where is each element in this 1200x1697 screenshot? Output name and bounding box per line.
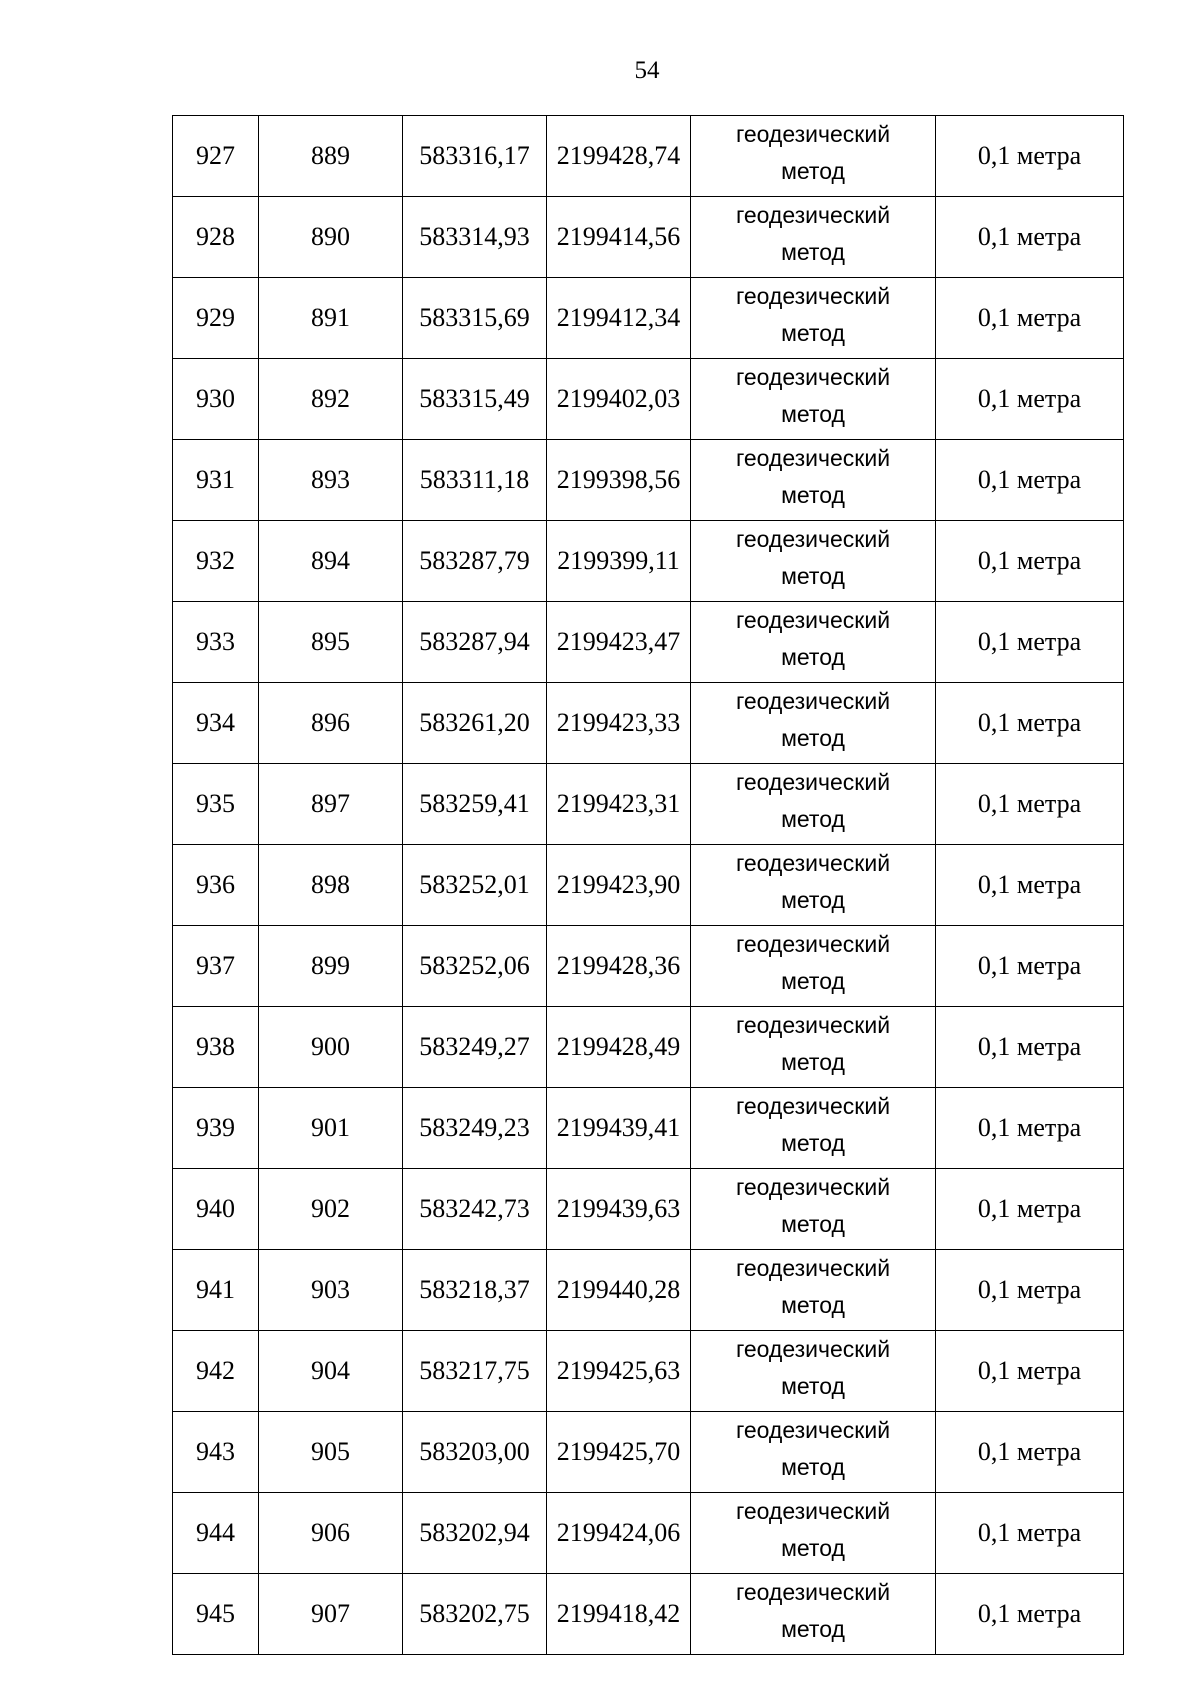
x-coordinate-cell: 583202,94 xyxy=(403,1493,547,1574)
method-line-1: геодезический xyxy=(735,1579,891,1605)
method-line-1: геодезический xyxy=(735,202,891,228)
y-coordinate-cell: 2199412,34 xyxy=(547,278,691,359)
table-row xyxy=(173,359,1124,440)
point-id-cell: 893 xyxy=(259,440,403,521)
point-id-cell: 895 xyxy=(259,602,403,683)
point-number-cell: 936 xyxy=(173,845,259,926)
method-line-1: геодезический xyxy=(735,1093,891,1119)
method-cell xyxy=(691,197,936,278)
accuracy-cell: 0,1 метра xyxy=(936,1493,1124,1574)
y-coordinate-cell: 2199440,28 xyxy=(547,1250,691,1331)
point-id-cell: 894 xyxy=(259,521,403,602)
method-line-1: геодезический xyxy=(735,364,891,390)
method-line-2: метод xyxy=(781,563,845,589)
table-row xyxy=(173,1493,1124,1574)
method-line-2: метод xyxy=(781,158,845,184)
x-coordinate-cell: 583316,17 xyxy=(403,116,547,197)
accuracy-cell: 0,1 метра xyxy=(936,1250,1124,1331)
y-coordinate-cell: 2199423,47 xyxy=(547,602,691,683)
point-number-cell: 927 xyxy=(173,116,259,197)
point-number-cell: 943 xyxy=(173,1412,259,1493)
method-line-2: метод xyxy=(781,806,845,832)
method-line-1: геодезический xyxy=(735,283,891,309)
x-coordinate-cell: 583217,75 xyxy=(403,1331,547,1412)
method-line-2: метод xyxy=(781,1373,845,1399)
accuracy-cell: 0,1 метра xyxy=(936,1412,1124,1493)
point-id-cell: 907 xyxy=(259,1574,403,1655)
method-line-1: геодезический xyxy=(735,931,891,957)
y-coordinate-cell: 2199439,63 xyxy=(547,1169,691,1250)
point-id-cell: 904 xyxy=(259,1331,403,1412)
x-coordinate-cell: 583287,79 xyxy=(403,521,547,602)
method-line-1: геодезический xyxy=(735,1012,891,1038)
y-coordinate-cell: 2199398,56 xyxy=(547,440,691,521)
method-line-2: метод xyxy=(781,1130,845,1156)
method-line-1: геодезический xyxy=(735,1417,891,1443)
method-cell xyxy=(691,1574,936,1655)
point-id-cell: 901 xyxy=(259,1088,403,1169)
method-cell xyxy=(691,602,936,683)
method-cell xyxy=(691,683,936,764)
table-row xyxy=(173,116,1124,197)
point-number-cell: 942 xyxy=(173,1331,259,1412)
method-line-2: метод xyxy=(781,725,845,751)
accuracy-cell: 0,1 метра xyxy=(936,116,1124,197)
table-row xyxy=(173,440,1124,521)
point-number-cell: 931 xyxy=(173,440,259,521)
accuracy-cell: 0,1 метра xyxy=(936,845,1124,926)
method-line-2: метод xyxy=(781,401,845,427)
point-number-cell: 934 xyxy=(173,683,259,764)
table-row xyxy=(173,1331,1124,1412)
y-coordinate-cell: 2199428,36 xyxy=(547,926,691,1007)
point-id-cell: 889 xyxy=(259,116,403,197)
accuracy-cell: 0,1 метра xyxy=(936,197,1124,278)
x-coordinate-cell: 583315,69 xyxy=(403,278,547,359)
point-number-cell: 930 xyxy=(173,359,259,440)
table-row xyxy=(173,1412,1124,1493)
method-line-2: метод xyxy=(781,1211,845,1237)
method-line-2: метод xyxy=(781,482,845,508)
method-line-1: геодезический xyxy=(735,1498,891,1524)
x-coordinate-cell: 583218,37 xyxy=(403,1250,547,1331)
x-coordinate-cell: 583249,23 xyxy=(403,1088,547,1169)
method-line-1: геодезический xyxy=(735,445,891,471)
method-cell xyxy=(691,1412,936,1493)
method-cell xyxy=(691,440,936,521)
method-cell xyxy=(691,521,936,602)
table-row xyxy=(173,1169,1124,1250)
x-coordinate-cell: 583261,20 xyxy=(403,683,547,764)
accuracy-cell: 0,1 метра xyxy=(936,1169,1124,1250)
point-number-cell: 929 xyxy=(173,278,259,359)
x-coordinate-cell: 583314,93 xyxy=(403,197,547,278)
table-row xyxy=(173,602,1124,683)
x-coordinate-cell: 583249,27 xyxy=(403,1007,547,1088)
table-row xyxy=(173,1088,1124,1169)
point-number-cell: 941 xyxy=(173,1250,259,1331)
method-line-2: метод xyxy=(781,644,845,670)
y-coordinate-cell: 2199423,31 xyxy=(547,764,691,845)
point-number-cell: 928 xyxy=(173,197,259,278)
point-id-cell: 905 xyxy=(259,1412,403,1493)
point-id-cell: 891 xyxy=(259,278,403,359)
table-row xyxy=(173,926,1124,1007)
point-id-cell: 900 xyxy=(259,1007,403,1088)
point-number-cell: 940 xyxy=(173,1169,259,1250)
method-line-2: метод xyxy=(781,1049,845,1075)
point-id-cell: 897 xyxy=(259,764,403,845)
page-number: 54 xyxy=(634,57,660,84)
x-coordinate-cell: 583315,49 xyxy=(403,359,547,440)
coordinates-table-body xyxy=(173,116,1124,1655)
method-line-1: геодезический xyxy=(735,1255,891,1281)
point-number-cell: 933 xyxy=(173,602,259,683)
accuracy-cell: 0,1 метра xyxy=(936,278,1124,359)
method-cell xyxy=(691,1169,936,1250)
point-number-cell: 932 xyxy=(173,521,259,602)
method-line-1: геодезический xyxy=(735,1336,891,1362)
method-line-2: метод xyxy=(781,887,845,913)
y-coordinate-cell: 2199423,90 xyxy=(547,845,691,926)
accuracy-cell: 0,1 метра xyxy=(936,1088,1124,1169)
table-row xyxy=(173,1574,1124,1655)
x-coordinate-cell: 583203,00 xyxy=(403,1412,547,1493)
x-coordinate-cell: 583252,01 xyxy=(403,845,547,926)
point-number-cell: 935 xyxy=(173,764,259,845)
x-coordinate-cell: 583252,06 xyxy=(403,926,547,1007)
y-coordinate-cell: 2199423,33 xyxy=(547,683,691,764)
x-coordinate-cell: 583259,41 xyxy=(403,764,547,845)
accuracy-cell: 0,1 метра xyxy=(936,521,1124,602)
point-id-cell: 896 xyxy=(259,683,403,764)
table-row xyxy=(173,1250,1124,1331)
accuracy-cell: 0,1 метра xyxy=(936,1331,1124,1412)
coordinates-table xyxy=(172,115,1124,1655)
method-line-1: геодезический xyxy=(735,688,891,714)
method-line-1: геодезический xyxy=(735,850,891,876)
method-cell xyxy=(691,1088,936,1169)
method-line-2: метод xyxy=(781,1535,845,1561)
method-cell xyxy=(691,926,936,1007)
x-coordinate-cell: 583242,73 xyxy=(403,1169,547,1250)
y-coordinate-cell: 2199425,63 xyxy=(547,1331,691,1412)
method-line-1: геодезический xyxy=(735,526,891,552)
point-id-cell: 899 xyxy=(259,926,403,1007)
method-cell xyxy=(691,278,936,359)
table-row xyxy=(173,278,1124,359)
point-id-cell: 892 xyxy=(259,359,403,440)
point-number-cell: 938 xyxy=(173,1007,259,1088)
y-coordinate-cell: 2199425,70 xyxy=(547,1412,691,1493)
method-line-1: геодезический xyxy=(735,769,891,795)
method-line-2: метод xyxy=(781,239,845,265)
accuracy-cell: 0,1 метра xyxy=(936,1574,1124,1655)
point-id-cell: 903 xyxy=(259,1250,403,1331)
method-line-1: геодезический xyxy=(735,1174,891,1200)
method-line-1: геодезический xyxy=(735,121,891,147)
table-row xyxy=(173,1007,1124,1088)
table-row xyxy=(173,845,1124,926)
table-row xyxy=(173,683,1124,764)
x-coordinate-cell: 583287,94 xyxy=(403,602,547,683)
point-number-cell: 939 xyxy=(173,1088,259,1169)
method-line-2: метод xyxy=(781,1292,845,1318)
method-cell xyxy=(691,1331,936,1412)
point-number-cell: 944 xyxy=(173,1493,259,1574)
method-cell xyxy=(691,845,936,926)
method-line-2: метод xyxy=(781,1616,845,1642)
accuracy-cell: 0,1 метра xyxy=(936,359,1124,440)
method-cell xyxy=(691,359,936,440)
method-line-1: геодезический xyxy=(735,607,891,633)
table-row xyxy=(173,197,1124,278)
y-coordinate-cell: 2199414,56 xyxy=(547,197,691,278)
method-cell xyxy=(691,1250,936,1331)
accuracy-cell: 0,1 метра xyxy=(936,602,1124,683)
point-number-cell: 945 xyxy=(173,1574,259,1655)
y-coordinate-cell: 2199424,06 xyxy=(547,1493,691,1574)
y-coordinate-cell: 2199428,49 xyxy=(547,1007,691,1088)
method-cell xyxy=(691,764,936,845)
accuracy-cell: 0,1 метра xyxy=(936,440,1124,521)
point-id-cell: 902 xyxy=(259,1169,403,1250)
accuracy-cell: 0,1 метра xyxy=(936,1007,1124,1088)
method-line-2: метод xyxy=(781,320,845,346)
y-coordinate-cell: 2199418,42 xyxy=(547,1574,691,1655)
y-coordinate-cell: 2199428,74 xyxy=(547,116,691,197)
accuracy-cell: 0,1 метра xyxy=(936,926,1124,1007)
x-coordinate-cell: 583202,75 xyxy=(403,1574,547,1655)
method-cell xyxy=(691,116,936,197)
point-id-cell: 898 xyxy=(259,845,403,926)
method-line-2: метод xyxy=(781,968,845,994)
method-cell xyxy=(691,1493,936,1574)
y-coordinate-cell: 2199399,11 xyxy=(547,521,691,602)
point-id-cell: 906 xyxy=(259,1493,403,1574)
x-coordinate-cell: 583311,18 xyxy=(403,440,547,521)
method-cell xyxy=(691,1007,936,1088)
point-id-cell: 890 xyxy=(259,197,403,278)
y-coordinate-cell: 2199402,03 xyxy=(547,359,691,440)
method-line-2: метод xyxy=(781,1454,845,1480)
table-row xyxy=(173,521,1124,602)
accuracy-cell: 0,1 метра xyxy=(936,683,1124,764)
point-number-cell: 937 xyxy=(173,926,259,1007)
y-coordinate-cell: 2199439,41 xyxy=(547,1088,691,1169)
accuracy-cell: 0,1 метра xyxy=(936,764,1124,845)
table-row xyxy=(173,764,1124,845)
